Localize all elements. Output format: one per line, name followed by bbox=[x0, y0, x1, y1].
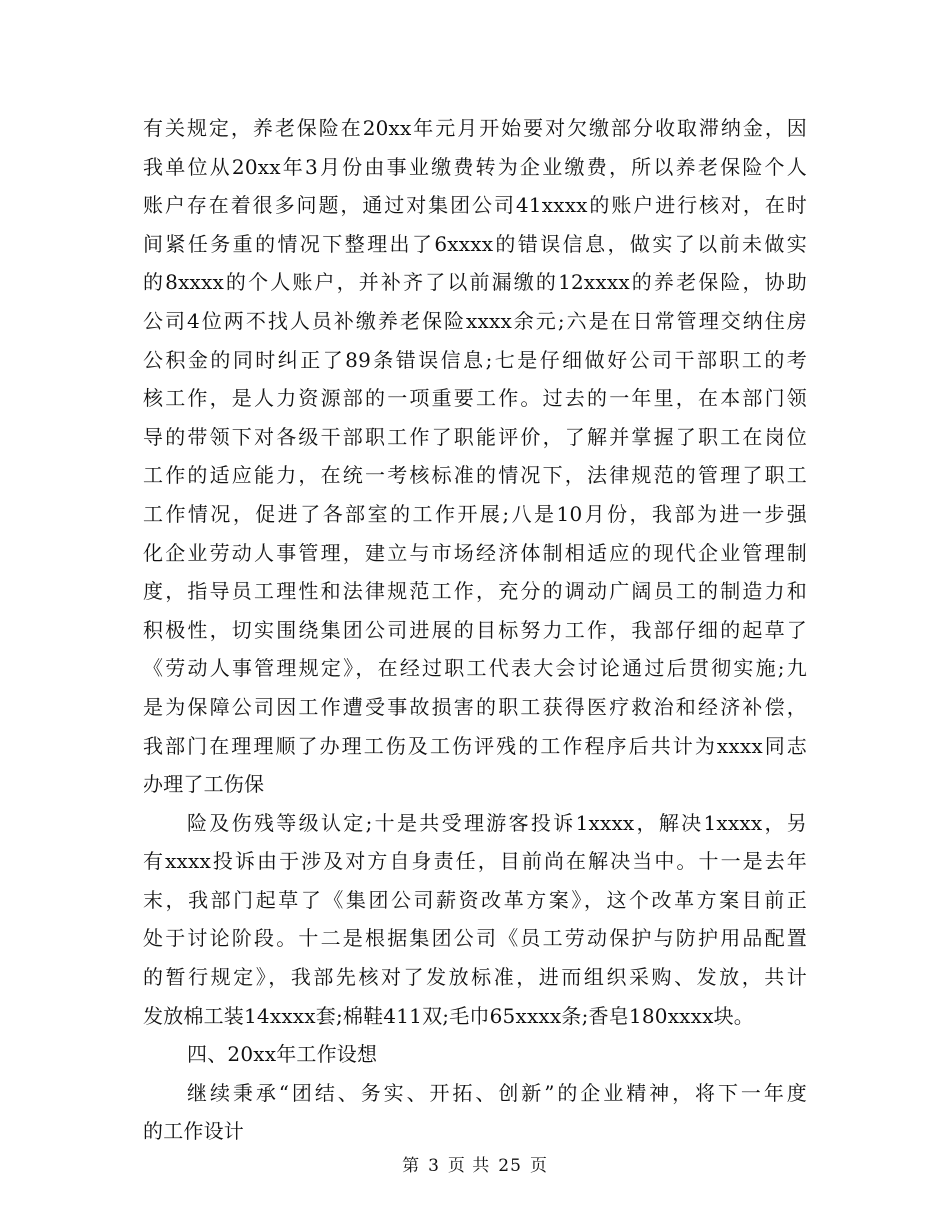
section-heading: 四、20xx年工作设想 bbox=[187, 1042, 378, 1067]
body-line: 末，我部门起草了《集团公司薪资改革方案》，这个改革方案目前正 bbox=[143, 887, 807, 912]
page-total: 25 bbox=[498, 1156, 522, 1176]
body-line: 账户存在着很多问题，通过对集团公司41xxxx的账户进行核对，在时 bbox=[143, 193, 807, 218]
body-line: 险及伤残等级认定;十是共受理游客投诉1xxxx，解决1xxxx，另 bbox=[187, 810, 807, 835]
body-line: 发放棉工装14xxxx套;棉鞋411双;毛巾65xxxx条;香皂180xxxx块。 bbox=[143, 1003, 755, 1028]
body-line: 的暂行规定》，我部先核对了发放标准，进而组织采购、发放，共计 bbox=[143, 965, 807, 990]
document-body bbox=[143, 109, 807, 1151]
footer-label-pre: 第 bbox=[402, 1156, 421, 1176]
body-line: 积极性，切实围绕集团公司进展的目标努力工作，我部仔细的起草了 bbox=[143, 617, 807, 642]
page-number: 3 bbox=[428, 1156, 440, 1176]
body-line: 办理了工伤保 bbox=[143, 772, 265, 797]
body-line: 我部门在理理顺了办理工伤及工伤评残的工作程序后共计为xxxx同志 bbox=[143, 733, 807, 758]
body-line: 继续秉承“团结、务实、开拓、创新”的企业精神，将下一年度 bbox=[187, 1080, 807, 1105]
body-line: 的8xxxx的个人账户，并补齐了以前漏缴的12xxxx的养老保险，协助 bbox=[143, 270, 807, 295]
body-line: 导的带领下对各级干部职工作了职能评价，了解并掌握了职工在岗位 bbox=[143, 424, 807, 449]
body-line: 度，指导员工理性和法律规范工作，充分的调动广阔员工的制造力和 bbox=[143, 579, 807, 604]
body-line: 是为保障公司因工作遭受事故损害的职工获得医疗救治和经济补偿， bbox=[143, 694, 807, 719]
body-line: 的工作设计 bbox=[143, 1119, 244, 1144]
body-line: 公积金的同时纠正了89条错误信息;七是仔细做好公司干部职工的考 bbox=[143, 347, 807, 372]
footer-label-post: 页 bbox=[529, 1156, 548, 1176]
body-line: 《劳动人事管理规定》，在经过职工代表大会讨论通过后贯彻实施;九 bbox=[143, 656, 807, 681]
body-line: 公司4位两不找人员补缴养老保险xxxx余元;六是在日常管理交纳住房 bbox=[143, 308, 807, 333]
body-line: 化企业劳动人事管理，建立与市场经济体制相适应的现代企业管理制 bbox=[143, 540, 807, 565]
body-line: 我单位从20xx年3月份由事业缴费转为企业缴费，所以养老保险个人 bbox=[143, 154, 807, 179]
body-line: 有关规定，养老保险在20xx年元月开始要对欠缴部分收取滞纳金，因 bbox=[143, 116, 807, 140]
body-line: 处于讨论阶段。十二是根据集团公司《员工劳动保护与防护用品配置 bbox=[143, 926, 807, 951]
page-footer bbox=[0, 1151, 950, 1176]
body-line: 工作情况，促进了各部室的工作开展;八是10月份，我部为进一步强 bbox=[143, 501, 807, 526]
body-line: 核工作，是人力资源部的一项重要工作。过去的一年里，在本部门领 bbox=[143, 386, 807, 411]
body-line: 有xxxx投诉由于涉及对方自身责任，目前尚在解决当中。十一是去年 bbox=[143, 849, 807, 874]
footer-label-mid: 页 共 bbox=[447, 1156, 491, 1176]
body-line: 工作的适应能力，在统一考核标准的情况下，法律规范的管理了职工 bbox=[143, 463, 807, 488]
body-line: 间紧任务重的情况下整理出了6xxxx的错误信息，做实了以前未做实 bbox=[143, 231, 807, 256]
